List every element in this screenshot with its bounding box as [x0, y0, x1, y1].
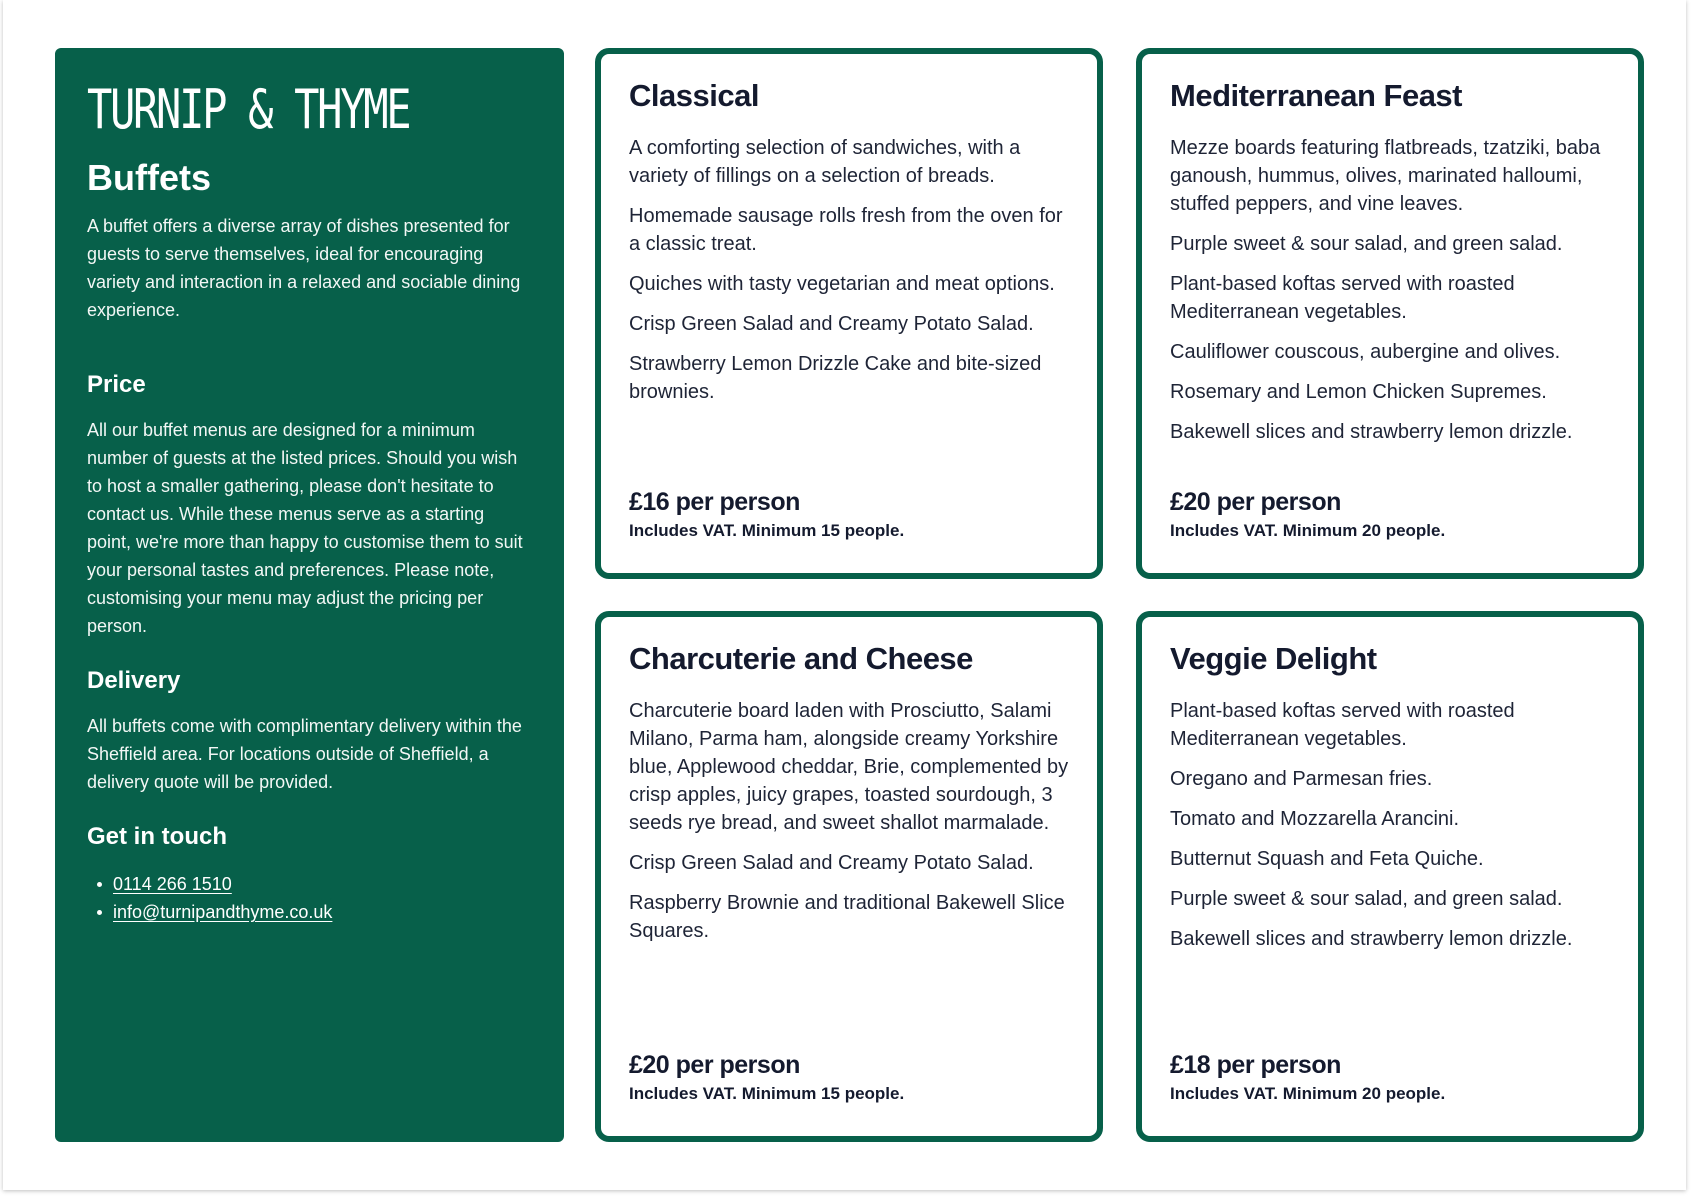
- menu-item: Raspberry Brownie and traditional Bakewell Slice Squares.: [629, 892, 1065, 942]
- menu-item: Crisp Green Salad and Creamy Potato Salad.: [629, 313, 1034, 335]
- menu-title: Veggie Delight: [1170, 641, 1377, 676]
- price-text: All our buffet menus are designed for a minimum number of guests at the listed prices. Should you wish to host a smaller gathering, please don't hesitate to contact us. While these menus serve as a starting point, we're more than happy to customise them to suit your personal tastes and preferences. Please note, customising your menu may adjust the pricing per person.: [87, 420, 523, 636]
- menu-items: [629, 134, 1069, 406]
- menu-footer: [1170, 1050, 1618, 1106]
- menu-card-mediterranean-feast: [1136, 48, 1644, 579]
- brand-logo: TURNIP & THYME: [87, 78, 410, 141]
- menu-item: Charcuterie board laden with Prosciutto, Salami Milano, Parma ham, alongside creamy Yorkshire blue, Applewood cheddar, Brie, complemented by crisp apples, juicy grapes, toasted sourdough, 3 seeds rye bread, and sweet shallot marmalade.: [629, 700, 1069, 834]
- menu-item: Butternut Squash and Feta Quiche.: [1170, 848, 1484, 870]
- menu-item: A comforting selection of sandwiches, with a variety of fillings on a selection of breads.: [629, 137, 1021, 187]
- menu-item: Quiches with tasty vegetarian and meat options.: [629, 273, 1055, 295]
- menu-item: Rosemary and Lemon Chicken Supremes.: [1170, 381, 1547, 403]
- menu-price: £20 per person: [1170, 488, 1341, 516]
- menu-item: Purple sweet & sour salad, and green salad.: [1170, 233, 1563, 255]
- menu-item: Strawberry Lemon Drizzle Cake and bite-sized brownies.: [629, 353, 1042, 403]
- menu-item: Tomato and Mozzarella Arancini.: [1170, 808, 1460, 830]
- contact-item-phone: [97, 870, 532, 898]
- menu-price-note: Includes VAT. Minimum 15 people.: [629, 1084, 905, 1103]
- page-title: Buffets: [87, 157, 211, 198]
- menu-price: £16 per person: [629, 488, 800, 516]
- contact-item-email: [97, 898, 532, 926]
- menu-price-note: Includes VAT. Minimum 20 people.: [1170, 521, 1446, 540]
- delivery-text: All buffets come with complimentary delivery within the Sheffield area. For locations outside of Sheffield, a delivery quote will be provided.: [87, 716, 522, 792]
- menu-item: Homemade sausage rolls fresh from the oven for a classic treat.: [629, 205, 1063, 255]
- menu-sheet: [3, 0, 1686, 1190]
- info-panel: [55, 48, 564, 1142]
- menu-item: Plant-based koftas served with roasted Mediterranean vegetables.: [1170, 700, 1515, 750]
- email-link[interactable]: info@turnipandthyme.co.uk: [113, 902, 333, 922]
- menu-footer: [629, 487, 1077, 543]
- price-heading: Price: [87, 371, 146, 398]
- menu-card-classical: [595, 48, 1103, 579]
- contact-list: [87, 870, 532, 926]
- menu-title: Classical: [629, 78, 759, 113]
- menu-item: Crisp Green Salad and Creamy Potato Salad.: [629, 852, 1034, 874]
- menu-items: [1170, 134, 1610, 446]
- menu-price: £20 per person: [629, 1051, 800, 1079]
- menu-price-note: Includes VAT. Minimum 20 people.: [1170, 1084, 1446, 1103]
- menu-item: Bakewell slices and strawberry lemon drizzle.: [1170, 928, 1573, 950]
- menu-price: £18 per person: [1170, 1051, 1341, 1079]
- phone-link[interactable]: 0114 266 1510: [113, 874, 232, 894]
- menu-items: [629, 697, 1069, 945]
- menu-footer: [1170, 487, 1618, 543]
- menu-item: Mezze boards featuring flatbreads, tzatziki, baba ganoush, hummus, olives, marinated halloumi, stuffed peppers, and vine leaves.: [1170, 137, 1601, 215]
- intro-text: A buffet offers a diverse array of dishes presented for guests to serve themselves, ideal for encouraging variety and interaction in a relaxed and sociable dining experience.: [87, 216, 521, 320]
- menu-item: Plant-based koftas served with roasted Mediterranean vegetables.: [1170, 273, 1515, 323]
- menu-card-veggie-delight: [1136, 611, 1644, 1142]
- menu-item: Purple sweet & sour salad, and green salad.: [1170, 888, 1563, 910]
- menu-item: Oregano and Parmesan fries.: [1170, 768, 1433, 790]
- menu-item: Bakewell slices and strawberry lemon drizzle.: [1170, 421, 1573, 443]
- menu-items: [1170, 697, 1610, 953]
- menu-footer: [629, 1050, 1077, 1106]
- menu-title: Charcuterie and Cheese: [629, 641, 973, 676]
- contact-heading: Get in touch: [87, 823, 227, 850]
- menu-title: Mediterranean Feast: [1170, 78, 1462, 113]
- menu-card-charcuterie-and-cheese: [595, 611, 1103, 1142]
- delivery-heading: Delivery: [87, 667, 181, 694]
- menu-price-note: Includes VAT. Minimum 15 people.: [629, 521, 905, 540]
- menu-item: Cauliflower couscous, aubergine and olives.: [1170, 341, 1561, 363]
